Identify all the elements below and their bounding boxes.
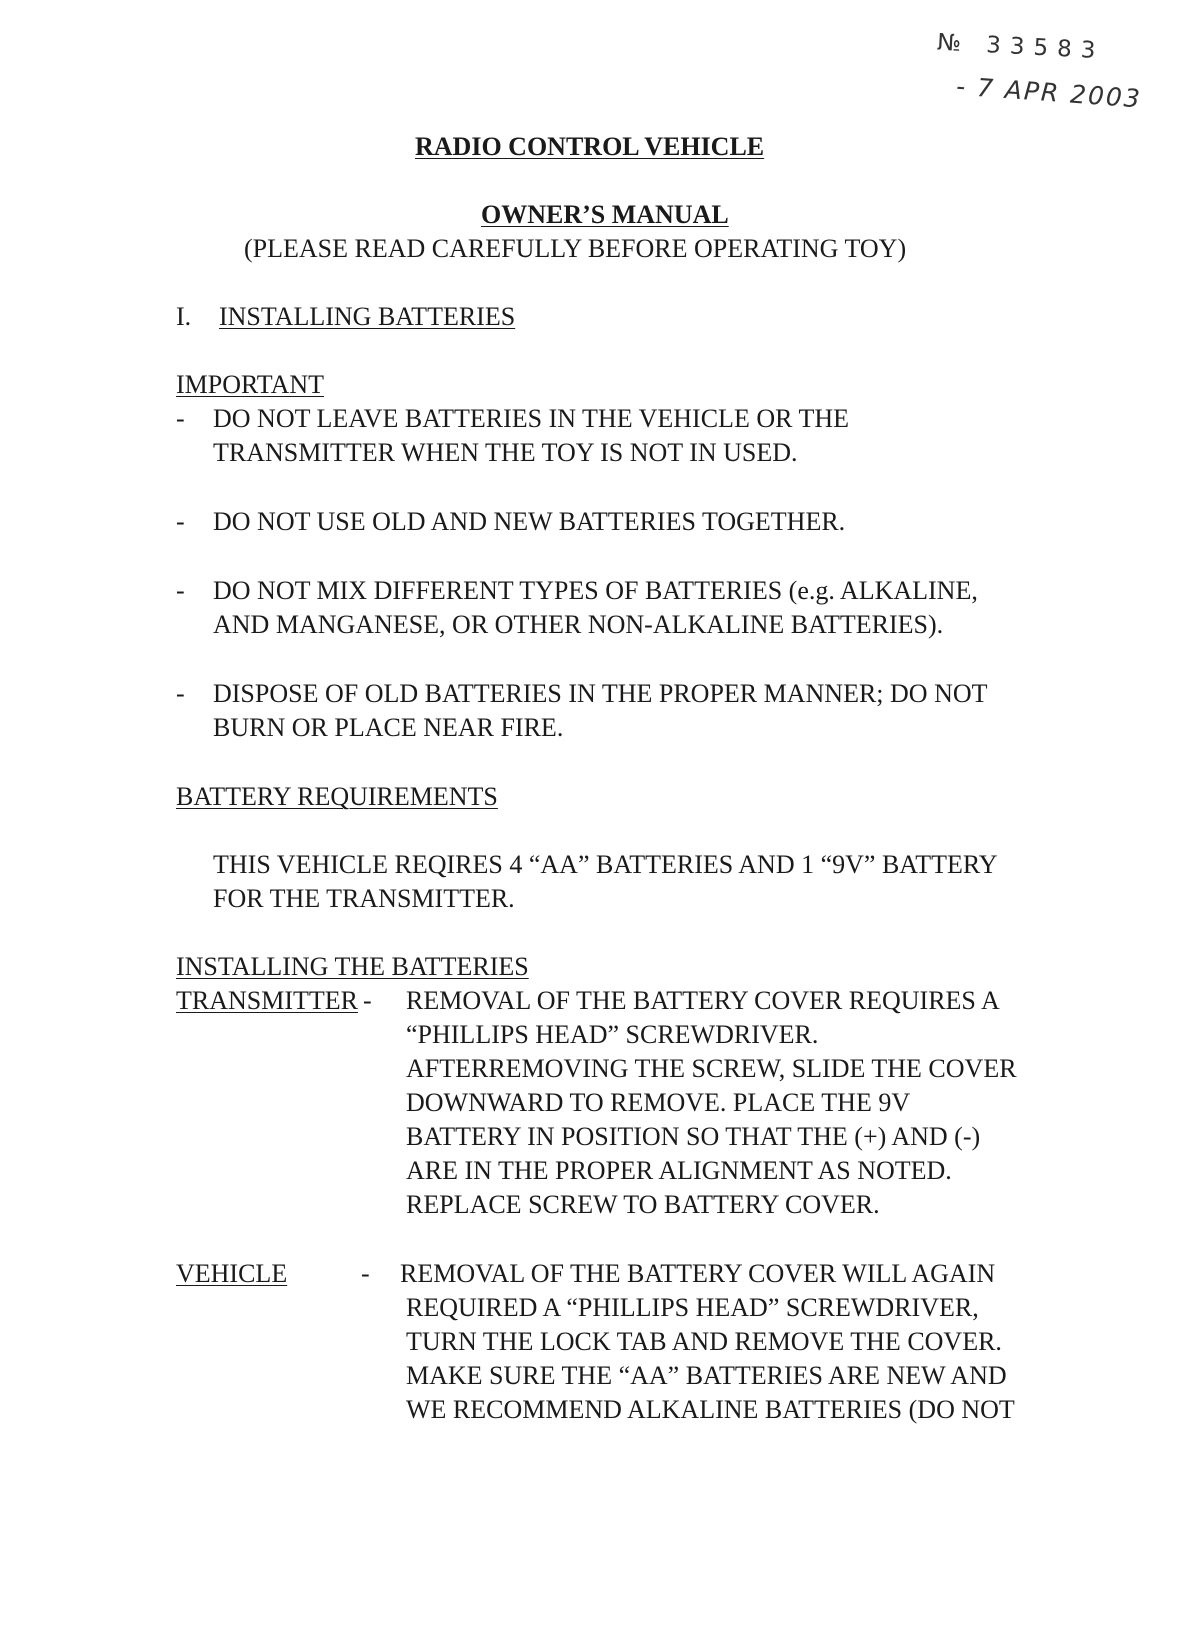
important-item	[213, 402, 849, 470]
document-title: RADIO CONTROL VEHICLE	[415, 132, 765, 161]
instruction-line: REQUIRED A “PHILLIPS HEAD” SCREWDRIVER,	[406, 1293, 979, 1322]
vehicle-label: VEHICLE	[176, 1259, 288, 1288]
instruction-line: DOWNWARD TO REMOVE. PLACE THE 9V	[406, 1088, 911, 1117]
requirements-line: FOR THE TRANSMITTER.	[213, 884, 515, 913]
instruction-line: “PHILLIPS HEAD” SCREWDRIVER.	[406, 1020, 819, 1049]
vehicle-dash: -	[361, 1259, 370, 1288]
important-item	[213, 677, 988, 745]
item-line: DO NOT LEAVE BATTERIES IN THE VEHICLE OR THE	[213, 404, 850, 433]
bullet-dash: -	[176, 404, 185, 433]
document-number-stamp: № 33583	[936, 29, 1105, 65]
important-item	[213, 574, 978, 642]
read-carefully-note: (PLEASE READ CAREFULLY BEFORE OPERATING TOY)	[244, 234, 907, 263]
requirements-line: THIS VEHICLE REQIRES 4 “AA” BATTERIES AND 1 “9V” BATTERY	[213, 850, 998, 879]
instruction-line: WE RECOMMEND ALKALINE BATTERIES (DO NOT	[406, 1395, 1015, 1424]
important-heading: IMPORTANT	[176, 370, 325, 399]
installing-heading: INSTALLING THE BATTERIES	[176, 952, 529, 981]
section-number: I.	[176, 302, 192, 331]
instruction-line: AFTERREMOVING THE SCREW, SLIDE THE COVER	[406, 1054, 1017, 1083]
transmitter-instructions	[406, 984, 1017, 1222]
item-line: BURN OR PLACE NEAR FIRE.	[213, 713, 564, 742]
item-line: TRANSMITTER WHEN THE TOY IS NOT IN USED.	[213, 438, 798, 467]
transmitter-label: TRANSMITTER	[176, 986, 358, 1015]
instruction-line: REPLACE SCREW TO BATTERY COVER.	[406, 1190, 880, 1219]
item-line: AND MANGANESE, OR OTHER NON-ALKALINE BATTERIES).	[213, 610, 944, 639]
vehicle-instructions	[400, 1257, 1015, 1427]
bullet-dash: -	[176, 507, 185, 536]
bullet-dash: -	[176, 679, 185, 708]
bullet-dash: -	[176, 576, 185, 605]
requirements-heading: BATTERY REQUIREMENTS	[176, 782, 498, 811]
important-item	[213, 505, 845, 539]
instruction-line: BATTERY IN POSITION SO THAT THE (+) AND (-)	[406, 1122, 981, 1151]
instruction-line: TURN THE LOCK TAB AND REMOVE THE COVER.	[406, 1327, 1002, 1356]
section-heading: INSTALLING BATTERIES	[219, 302, 516, 331]
requirements-text	[213, 848, 998, 916]
document-subtitle: OWNER’S MANUAL	[481, 200, 729, 229]
item-line: DO NOT MIX DIFFERENT TYPES OF BATTERIES (e.g. ALKALINE,	[213, 576, 978, 605]
item-line: DO NOT USE OLD AND NEW BATTERIES TOGETHER.	[213, 507, 846, 536]
instruction-line: MAKE SURE THE “AA” BATTERIES ARE NEW AND	[406, 1361, 1007, 1390]
instruction-line: REMOVAL OF THE BATTERY COVER WILL AGAIN	[400, 1259, 996, 1288]
transmitter-dash: -	[363, 986, 372, 1015]
instruction-line: REMOVAL OF THE BATTERY COVER REQUIRES A	[406, 986, 1000, 1015]
item-line: DISPOSE OF OLD BATTERIES IN THE PROPER MANNER; DO NOT	[213, 679, 988, 708]
date-stamp: - 7 APR 2003	[955, 71, 1143, 114]
instruction-line: ARE IN THE PROPER ALIGNMENT AS NOTED.	[406, 1156, 952, 1185]
